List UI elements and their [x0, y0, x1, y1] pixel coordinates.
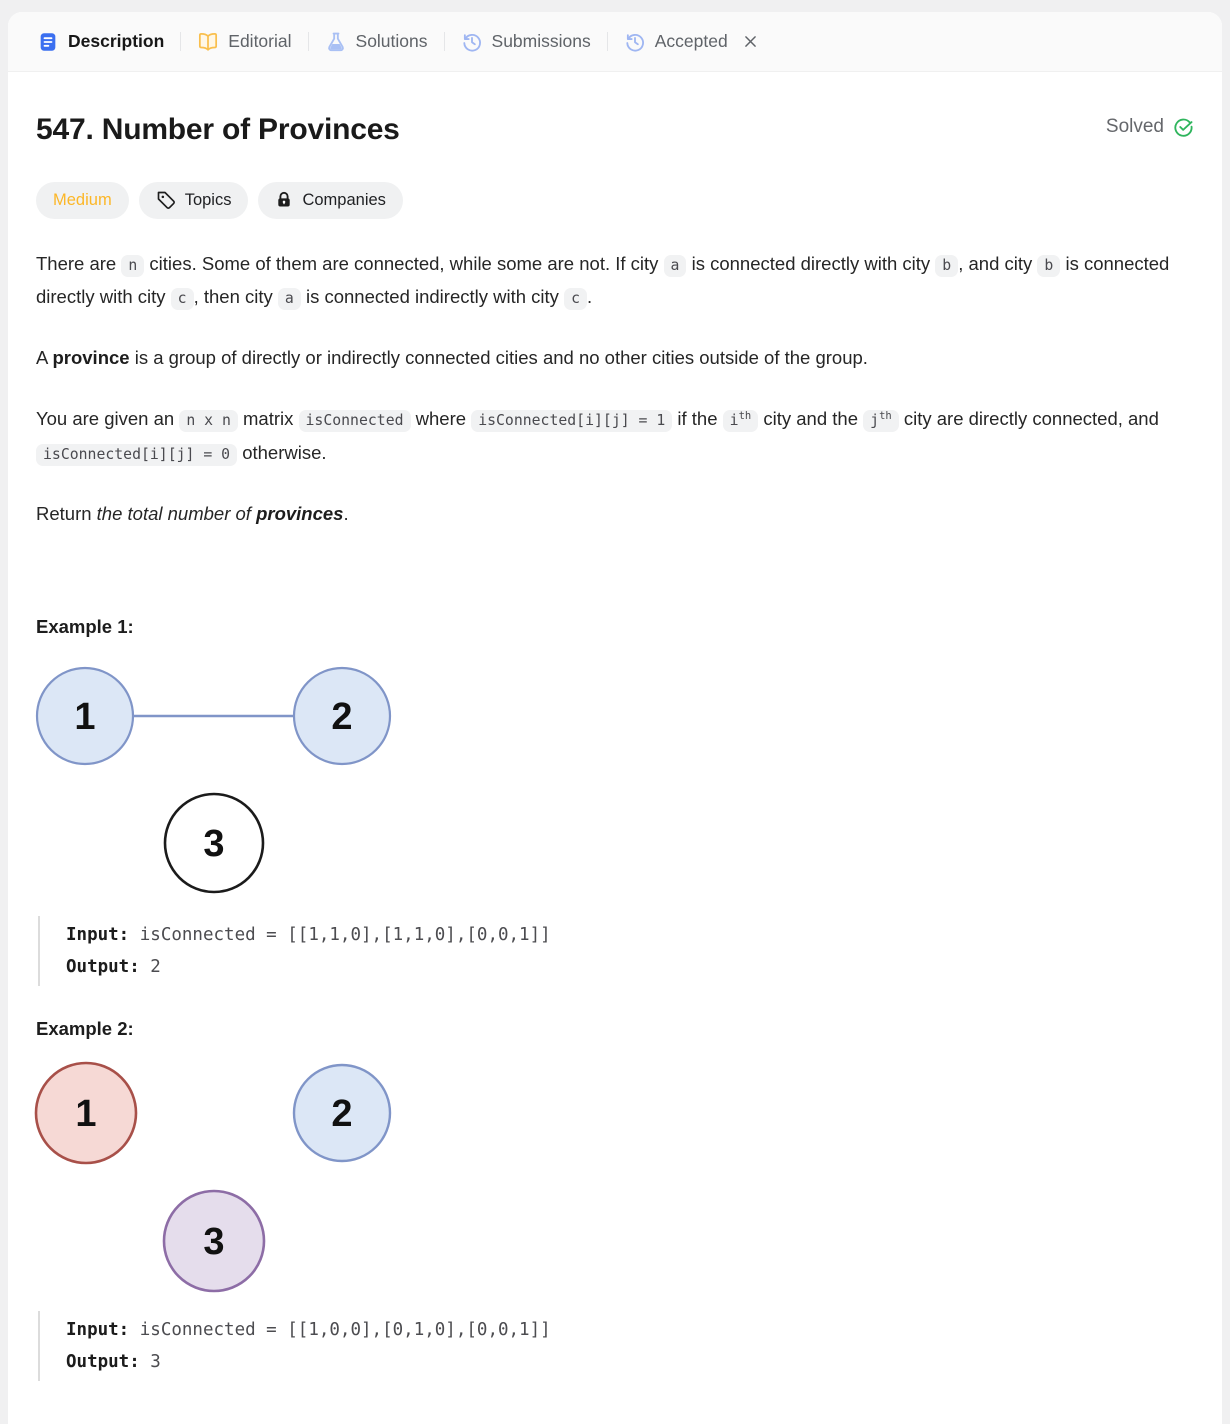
svg-text:3: 3 — [203, 823, 225, 866]
tab-divider — [607, 32, 608, 51]
topics-badge[interactable] — [139, 182, 249, 219]
problem-title: 547. Number of Provinces — [36, 113, 400, 146]
tab-editorial[interactable] — [184, 24, 304, 60]
example-1-output-line: Output: 2 — [66, 957, 161, 978]
tab-solutions[interactable] — [312, 24, 441, 60]
tab-label: Solutions — [355, 31, 428, 51]
tab-label: Editorial — [228, 31, 292, 51]
svg-text:3: 3 — [203, 1221, 225, 1264]
svg-text:1: 1 — [74, 696, 96, 739]
tab-label: Submissions — [491, 31, 591, 51]
problem-description-panel — [8, 12, 1222, 1424]
svg-text:2: 2 — [331, 1093, 353, 1136]
example-2-io-block — [38, 1311, 1194, 1381]
tab-label: Description — [68, 31, 165, 51]
tab-accepted[interactable] — [611, 23, 775, 60]
tag-icon — [156, 190, 176, 210]
title-row — [36, 113, 1194, 148]
lock-icon — [275, 191, 293, 209]
flask-icon — [325, 31, 347, 53]
difficulty-badge[interactable]: Medium — [36, 182, 129, 219]
tab-label: Accepted — [654, 31, 728, 51]
tab-divider — [180, 32, 181, 51]
inline-code: isConnected — [299, 410, 411, 432]
tab-submissions[interactable] — [448, 24, 604, 60]
tab-bar — [8, 12, 1222, 72]
problem-statement-p2: A province is a group of directly or indirectly connected cities and no other cities outside of the group. — [36, 347, 868, 369]
example-2-heading: Example 2: — [36, 1018, 134, 1040]
badge-row — [36, 182, 1194, 219]
tab-divider — [308, 32, 309, 51]
problem-statement-p4: Return the total number of provinces. — [36, 502, 349, 524]
history-icon — [624, 31, 646, 53]
inline-code: a — [278, 288, 301, 310]
tab-divider — [444, 32, 445, 51]
example-2-graph-image — [36, 1056, 456, 1301]
problem-content — [8, 113, 1222, 1381]
example-1-input-line: Input: isConnected = [[1,1,0],[1,1,0],[0,0,1]] — [66, 925, 551, 946]
example-1-graph-image — [36, 654, 456, 906]
inline-code: $j^{th}$ — [863, 410, 899, 432]
inline-code: a — [664, 255, 687, 277]
svg-text:1: 1 — [75, 1093, 97, 1136]
companies-label: Companies — [302, 190, 386, 209]
inline-code: b — [935, 255, 958, 277]
example-1-io-block — [38, 916, 1194, 986]
inline-code: n x n — [179, 410, 238, 432]
inline-code: c — [564, 288, 587, 310]
inline-code: c — [171, 288, 194, 310]
example-1-heading: Example 1: — [36, 616, 134, 638]
inline-code: $i^{th}$ — [723, 410, 759, 432]
problem-statement-p3: You are given an n x n matrix isConnected where isConnected[i][j] = 1 if the $i^{th}$ city and the $j^{th}$ city are directly connected, and isConnected[i][j] = 0 otherwise. — [36, 402, 1194, 469]
book-icon — [197, 31, 219, 53]
solved-status[interactable] — [1106, 116, 1194, 138]
inline-code: n — [121, 255, 144, 277]
document-icon — [37, 31, 59, 53]
svg-text:2: 2 — [331, 696, 353, 739]
topics-label: Topics — [184, 190, 232, 209]
example-2-input-line: Input: isConnected = [[1,0,0],[0,1,0],[0,0,1]] — [66, 1320, 551, 1341]
inline-code: isConnected[i][j] = 0 — [36, 444, 237, 466]
tab-description[interactable] — [24, 24, 177, 60]
companies-badge[interactable] — [258, 182, 402, 219]
check-circle-icon — [1173, 117, 1194, 138]
history-icon — [461, 31, 483, 53]
inline-code: isConnected[i][j] = 1 — [471, 410, 672, 432]
close-icon[interactable] — [739, 30, 762, 53]
problem-statement-p1: There are n cities. Some of them are connected, while some are not. If city a is connected directly with city b , and city b is connected directly with city c , then city a is connected indirectly with city c . — [36, 247, 1194, 314]
example-2-output-line: Output: 3 — [66, 1352, 161, 1373]
inline-code: b — [1037, 255, 1060, 277]
solved-label: Solved — [1105, 116, 1164, 137]
